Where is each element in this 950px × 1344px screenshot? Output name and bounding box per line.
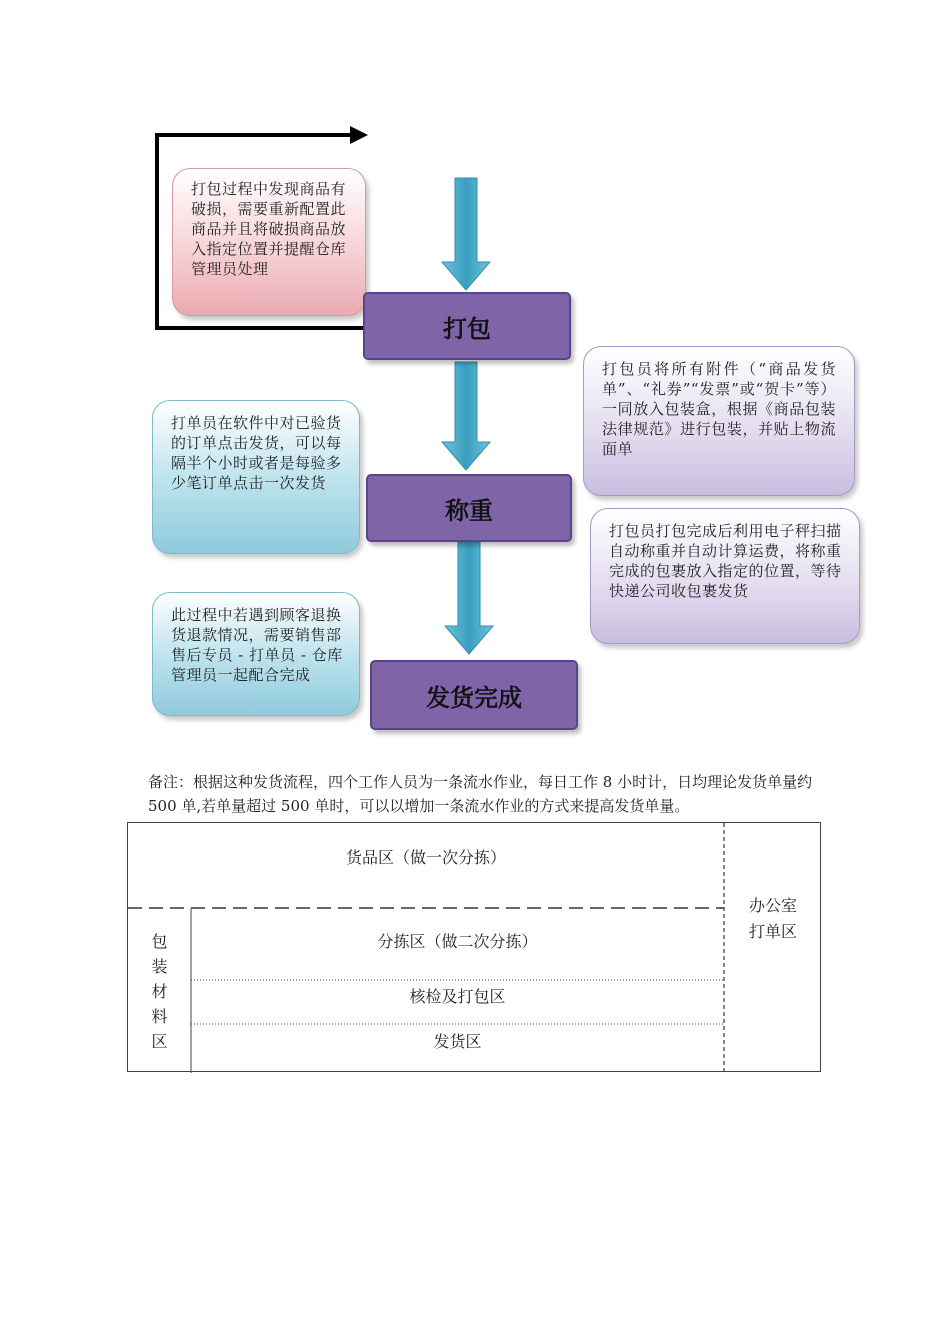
packing-material-char-2: 装: [151, 957, 168, 976]
step-pack-label: 打包: [443, 314, 491, 343]
step-done: [370, 660, 578, 730]
loop-back-arrowhead: [350, 126, 368, 144]
weighing-note-text: 打包员打包完成后利用电子秤扫描自动称重并自动计算运费，将称重完成的包裹放入指定的位置，等待快递公司收包裹发货: [609, 522, 842, 600]
ship-click-note: [152, 400, 360, 554]
arrow-weigh-to-done: [445, 542, 493, 654]
office-label-line-2: 打单区: [748, 922, 797, 941]
sorting-area-label: 分拣区（做二次分拣）: [377, 932, 538, 951]
office-area-label: [724, 893, 822, 945]
ship-click-note-text: 打单员在软件中对已验货的订单点击发货，可以每隔半个小时或者是每验多少笔订单点击一次发货: [171, 414, 342, 492]
shipping-area-label: 发货区: [433, 1032, 482, 1051]
packing-material-char-4: 料: [151, 1007, 168, 1026]
weighing-note: [590, 508, 860, 644]
packing-material-char-5: 区: [151, 1032, 168, 1051]
check-pack-area-label: 核检及打包区: [409, 987, 506, 1006]
packing-material-char-1: 包: [151, 932, 168, 951]
packing-note-text: 打包员将所有附件（“商品发货单”、“礼券”“发票”或“贺卡”等）一同放入包装盒，根据《商品包装法律规范》进行包装，并贴上物流面单: [602, 360, 836, 458]
goods-area-label: 货品区（做一次分拣）: [345, 848, 506, 867]
returns-note: [152, 592, 360, 716]
arrow-pack-to-weigh: [442, 362, 490, 470]
step-done-label: 发货完成: [426, 683, 522, 712]
warehouse-layout-table: [127, 822, 821, 1072]
step-weigh-label: 称重: [445, 496, 493, 525]
returns-note-text: 此过程中若遇到顾客退换货退款情况，需要销售部售后专员 - 打单员 - 仓库管理员一起配合完成: [171, 606, 343, 684]
damage-note-text: 打包过程中发现商品有破损，需要重新配置此商品并且将破损商品放入指定位置并提醒仓库管理员处理: [191, 180, 347, 278]
remark-text: 备注：根据这种发货流程，四个工作人员为一条流水作业，每日工作 8 小时计，日均理论发货单量约 500 单,若单量超过 500 单时，可以以增加一条流水作业的方式来提高发货单量。: [148, 773, 813, 815]
step-weigh: [366, 474, 572, 542]
packing-material-area-label: [128, 929, 191, 1054]
arrow-into-pack: [442, 178, 490, 290]
packing-material-char-3: 材: [151, 982, 168, 1001]
damage-note: [172, 168, 366, 316]
office-label-line-1: 办公室: [748, 896, 797, 915]
packing-note: [583, 346, 855, 496]
step-pack: [363, 292, 571, 360]
